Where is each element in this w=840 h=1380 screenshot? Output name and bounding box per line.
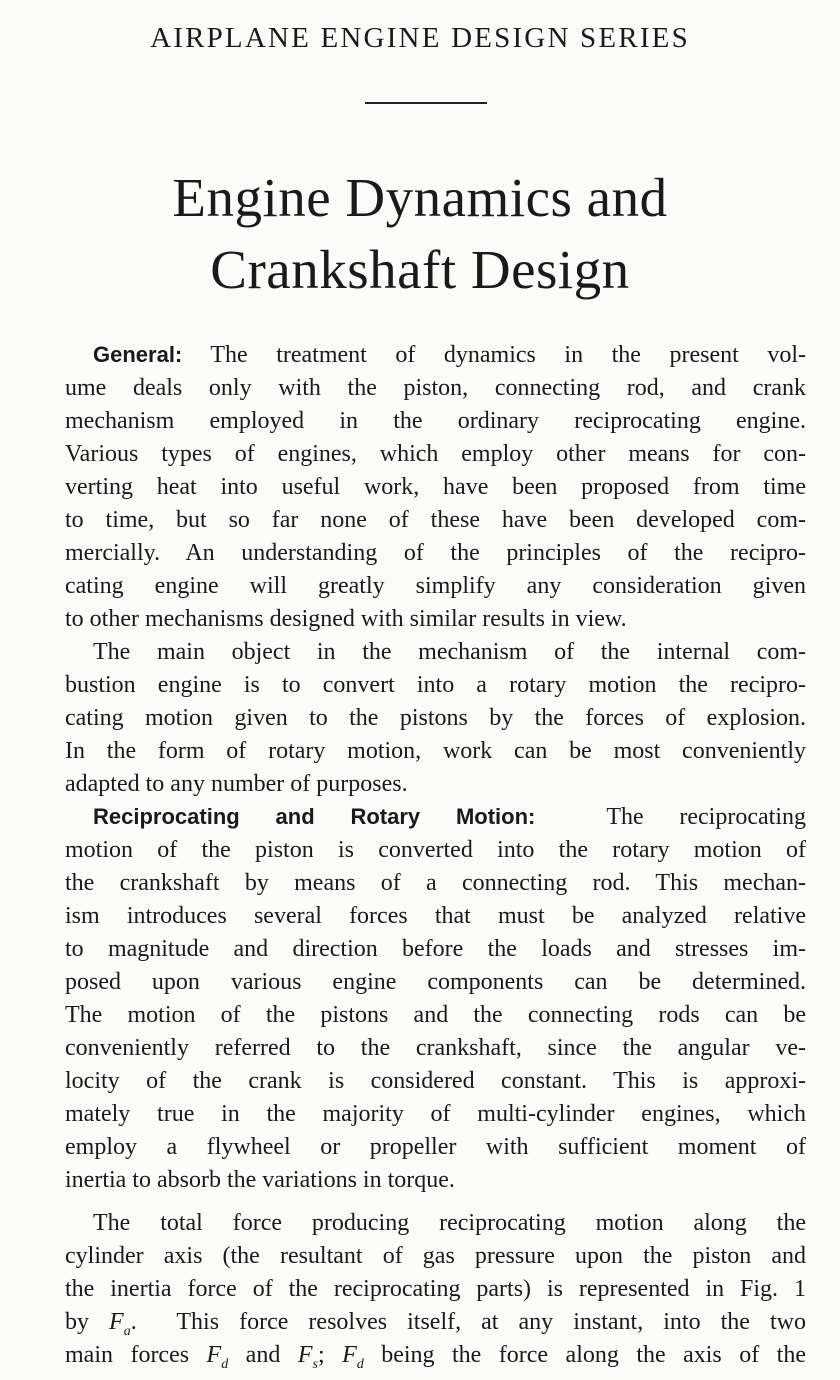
text-line: posed upon various engine components can be determined. [65, 969, 806, 995]
force-symbol [342, 1342, 364, 1372]
text-line: to time, but so far none of these have been developed com- [65, 507, 806, 533]
text-line: ume deals only with the piston, connecting rod, and crank [65, 375, 806, 401]
text-line: to other mechanisms designed with similar results in view. [65, 606, 627, 632]
text-line: In the form of rotary motion, work can be most conveniently [65, 738, 806, 764]
series-header: AIRPLANE ENGINE DESIGN SERIES [150, 22, 690, 54]
text-line: The main object in the mechanism of the internal com- [93, 639, 806, 665]
chapter-title-line-1: Engine Dynamics and [172, 167, 668, 228]
text-line: Various types of engines, which employ other means for con- [65, 441, 806, 467]
chapter-title-line-2: Crankshaft Design [210, 239, 630, 300]
text-run: being the force along the axis of the [363, 1342, 807, 1368]
run-in-heading: General: [93, 342, 183, 367]
run-in-heading: Reciprocating and Rotary Motion: [93, 804, 536, 829]
text-line: ism introduces several forces that must be analyzed relative [65, 903, 806, 929]
force-symbol [206, 1342, 229, 1372]
force-symbol [109, 1309, 131, 1339]
symbol: F [109, 1309, 124, 1335]
force-symbol [297, 1342, 318, 1372]
text-line: cylinder axis (the resultant of gas pressure upon the piston and [65, 1243, 806, 1269]
text-run: main forces [65, 1342, 207, 1368]
text-line: conveniently referred to the crankshaft, since the angular ve- [65, 1035, 806, 1061]
subscript: a [123, 1323, 131, 1339]
text-line [93, 802, 806, 832]
subscript: d [221, 1356, 229, 1372]
text-run: The reciprocating [535, 804, 806, 830]
text-line: the crankshaft by means of a connecting rod. This mechan- [65, 870, 806, 896]
text-run: ; [317, 1342, 343, 1368]
text-line: to magnitude and direction before the loads and stresses im- [65, 936, 806, 962]
text-line: The total force producing reciprocating motion along the [93, 1210, 806, 1236]
subscript: d [356, 1356, 364, 1372]
symbol: F [297, 1342, 313, 1368]
symbol: F [342, 1342, 357, 1368]
text-line: mercially. An understanding of the principles of the recipro- [65, 540, 806, 566]
text-line: mechanism employed in the ordinary reciprocating engine. [65, 408, 806, 434]
text-line: the inertia force of the reciprocating parts) is represented in Fig. 1 [65, 1276, 806, 1302]
text-line [65, 1340, 806, 1380]
text-line: verting heat into useful work, have been proposed from time [65, 474, 806, 500]
text-line: employ a flywheel or propeller with sufficient moment of [65, 1134, 806, 1160]
subscript: s [312, 1356, 318, 1372]
text-line: cating engine will greatly simplify any consideration given [65, 573, 806, 599]
text-line: cating motion given to the pistons by the forces of explosion. [65, 705, 806, 731]
text-run: The treatment of dynamics in the present vol- [182, 342, 806, 368]
text-run: . This force resolves itself, at any instant, into the two [130, 1309, 807, 1335]
header-rule [365, 102, 487, 104]
symbol: F [206, 1342, 222, 1368]
text-line: mately true in the majority of multi-cylinder engines, which [65, 1101, 806, 1127]
text-line: adapted to any number of purposes. [65, 771, 408, 797]
text-line: inertia to absorb the variations in torque. [65, 1167, 455, 1193]
text-line [93, 340, 806, 370]
text-line: locity of the crank is considered constant. This is approxi- [65, 1068, 806, 1094]
text-run: by [65, 1309, 110, 1335]
text-line: motion of the piston is converted into the rotary motion of [65, 837, 806, 863]
text-run: and [228, 1342, 298, 1368]
text-line: The motion of the pistons and the connecting rods can be [65, 1002, 806, 1028]
text-line: bustion engine is to convert into a rotary motion the recipro- [65, 672, 806, 698]
